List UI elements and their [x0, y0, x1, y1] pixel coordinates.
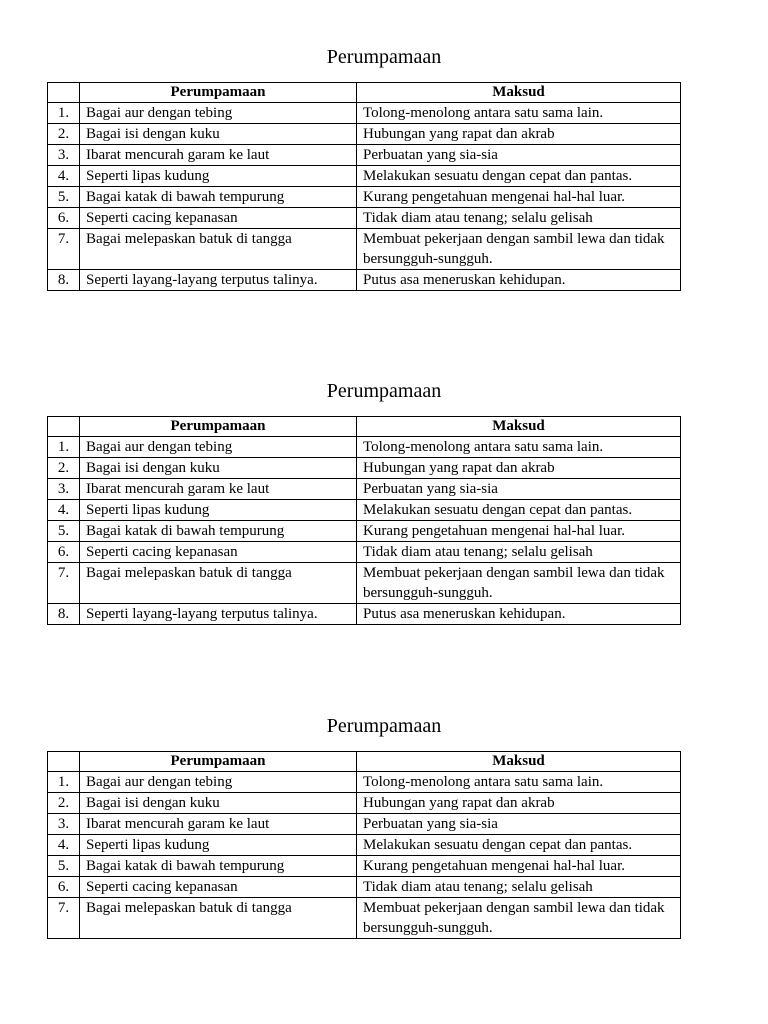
row-perumpamaan: Seperti layang-layang terputus talinya. [80, 604, 357, 625]
row-perumpamaan: Ibarat mencurah garam ke laut [80, 145, 357, 166]
table-row [48, 124, 681, 145]
table-row [48, 814, 681, 835]
table-row [48, 604, 681, 625]
header-maksud: Maksud [357, 752, 681, 772]
row-number: 8. [48, 270, 80, 291]
table-row [48, 270, 681, 291]
row-maksud: Perbuatan yang sia-sia [357, 145, 681, 166]
header-perumpamaan: Perumpamaan [80, 752, 357, 772]
perumpamaan-table [47, 82, 681, 291]
row-number: 4. [48, 835, 80, 856]
table-row [48, 229, 681, 270]
row-number: 5. [48, 187, 80, 208]
row-maksud: Melakukan sesuatu dengan cepat dan pantas. [357, 835, 681, 856]
table-row [48, 877, 681, 898]
row-perumpamaan: Bagai melepaskan batuk di tangga [80, 898, 357, 939]
section-title: Perumpamaan [326, 46, 442, 68]
header-maksud: Maksud [357, 417, 681, 437]
row-perumpamaan: Bagai katak di bawah tempurung [80, 521, 357, 542]
row-number: 1. [48, 103, 80, 124]
table-header-row [48, 417, 681, 437]
row-maksud: Membuat pekerjaan dengan sambil lewa dan tidak bersungguh-sungguh. [357, 898, 681, 939]
row-perumpamaan: Bagai isi dengan kuku [80, 124, 357, 145]
row-maksud: Melakukan sesuatu dengan cepat dan pantas. [357, 500, 681, 521]
row-maksud: Membuat pekerjaan dengan sambil lewa dan tidak bersungguh-sungguh. [357, 229, 681, 270]
row-number: 3. [48, 145, 80, 166]
table-header-row [48, 752, 681, 772]
header-perumpamaan: Perumpamaan [80, 83, 357, 103]
row-maksud: Kurang pengetahuan mengenai hal-hal luar. [357, 856, 681, 877]
row-perumpamaan: Bagai aur dengan tebing [80, 437, 357, 458]
row-maksud: Perbuatan yang sia-sia [357, 814, 681, 835]
table-row [48, 208, 681, 229]
row-perumpamaan: Seperti lipas kudung [80, 500, 357, 521]
table-row [48, 563, 681, 604]
row-number: 7. [48, 898, 80, 939]
row-maksud: Hubungan yang rapat dan akrab [357, 793, 681, 814]
section-title: Perumpamaan [326, 380, 442, 402]
row-perumpamaan: Ibarat mencurah garam ke laut [80, 814, 357, 835]
row-number: 5. [48, 856, 80, 877]
row-maksud: Perbuatan yang sia-sia [357, 479, 681, 500]
table-row [48, 772, 681, 793]
row-number: 1. [48, 772, 80, 793]
row-number: 4. [48, 500, 80, 521]
row-perumpamaan: Seperti lipas kudung [80, 166, 357, 187]
table-row [48, 898, 681, 939]
row-perumpamaan: Seperti cacing kepanasan [80, 877, 357, 898]
row-perumpamaan: Ibarat mencurah garam ke laut [80, 479, 357, 500]
row-maksud: Hubungan yang rapat dan akrab [357, 124, 681, 145]
row-number: 7. [48, 229, 80, 270]
table-row [48, 793, 681, 814]
row-number: 1. [48, 437, 80, 458]
row-number: 3. [48, 814, 80, 835]
table-row [48, 145, 681, 166]
row-perumpamaan: Bagai isi dengan kuku [80, 458, 357, 479]
table-header-row [48, 83, 681, 103]
header-number [48, 83, 80, 103]
row-maksud: Tidak diam atau tenang; selalu gelisah [357, 542, 681, 563]
row-maksud: Kurang pengetahuan mengenai hal-hal luar. [357, 521, 681, 542]
row-maksud: Putus asa meneruskan kehidupan. [357, 604, 681, 625]
row-perumpamaan: Seperti cacing kepanasan [80, 208, 357, 229]
table-row [48, 437, 681, 458]
row-perumpamaan: Bagai katak di bawah tempurung [80, 856, 357, 877]
row-number: 5. [48, 521, 80, 542]
row-perumpamaan: Bagai melepaskan batuk di tangga [80, 229, 357, 270]
row-number: 3. [48, 479, 80, 500]
row-number: 7. [48, 563, 80, 604]
row-maksud: Tolong-menolong antara satu sama lain. [357, 437, 681, 458]
perumpamaan-table [47, 416, 681, 625]
table-row [48, 856, 681, 877]
row-maksud: Hubungan yang rapat dan akrab [357, 458, 681, 479]
header-number [48, 417, 80, 437]
row-number: 6. [48, 542, 80, 563]
row-perumpamaan: Bagai melepaskan batuk di tangga [80, 563, 357, 604]
table-row [48, 187, 681, 208]
row-maksud: Putus asa meneruskan kehidupan. [357, 270, 681, 291]
table-row [48, 500, 681, 521]
row-perumpamaan: Bagai aur dengan tebing [80, 103, 357, 124]
table-row [48, 166, 681, 187]
table-row [48, 542, 681, 563]
row-perumpamaan: Seperti cacing kepanasan [80, 542, 357, 563]
perumpamaan-table [47, 751, 681, 939]
row-maksud: Tidak diam atau tenang; selalu gelisah [357, 208, 681, 229]
table-row [48, 458, 681, 479]
row-maksud: Tidak diam atau tenang; selalu gelisah [357, 877, 681, 898]
row-number: 2. [48, 793, 80, 814]
table-row [48, 835, 681, 856]
header-perumpamaan: Perumpamaan [80, 417, 357, 437]
row-perumpamaan: Bagai isi dengan kuku [80, 793, 357, 814]
row-maksud: Kurang pengetahuan mengenai hal-hal luar. [357, 187, 681, 208]
row-number: 4. [48, 166, 80, 187]
row-number: 2. [48, 124, 80, 145]
row-maksud: Tolong-menolong antara satu sama lain. [357, 772, 681, 793]
row-number: 2. [48, 458, 80, 479]
row-maksud: Tolong-menolong antara satu sama lain. [357, 103, 681, 124]
row-maksud: Membuat pekerjaan dengan sambil lewa dan tidak bersungguh-sungguh. [357, 563, 681, 604]
row-number: 6. [48, 208, 80, 229]
row-perumpamaan: Bagai aur dengan tebing [80, 772, 357, 793]
header-number [48, 752, 80, 772]
row-number: 6. [48, 877, 80, 898]
section-title: Perumpamaan [326, 715, 442, 737]
row-number: 8. [48, 604, 80, 625]
row-perumpamaan: Seperti lipas kudung [80, 835, 357, 856]
row-maksud: Melakukan sesuatu dengan cepat dan pantas. [357, 166, 681, 187]
header-maksud: Maksud [357, 83, 681, 103]
table-row [48, 479, 681, 500]
row-perumpamaan: Seperti layang-layang terputus talinya. [80, 270, 357, 291]
table-row [48, 521, 681, 542]
table-row [48, 103, 681, 124]
row-perumpamaan: Bagai katak di bawah tempurung [80, 187, 357, 208]
